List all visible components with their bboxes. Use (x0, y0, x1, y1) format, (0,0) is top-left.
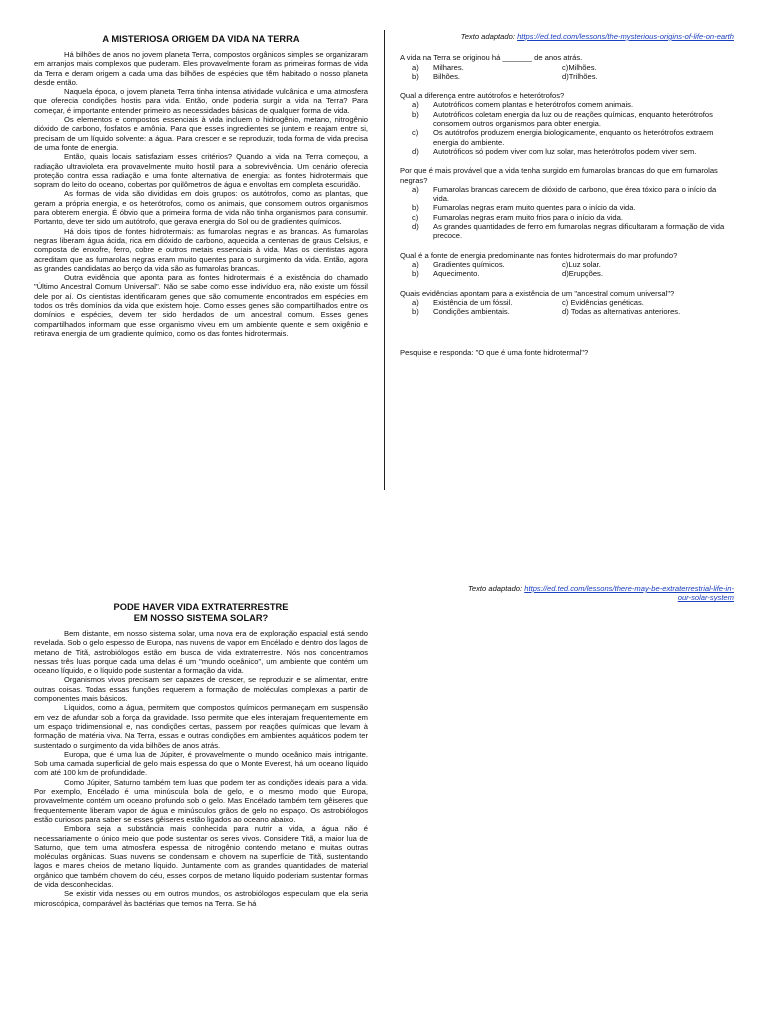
paragraph: Naquela época, o jovem planeta Terra tinha intensa atividade vulcânica e uma atmosfera que oferecia condições hostis para vida. Então, onde poderia surgir a vida na Terra? Para começar, é importante entender primeiro as necessidades básicas de qualquer forma de vida. (34, 87, 368, 115)
question-3 (400, 166, 734, 240)
source-label: Texto adaptado: (460, 32, 515, 41)
answer-option[interactable]: a) Autotróficos comem plantas e heterótrofos comem animais. (412, 100, 634, 110)
article-column-1 (34, 34, 368, 338)
answer-options (412, 185, 734, 241)
question-text: Qual a diferença entre autótrofos e heterótrofos? (400, 91, 565, 101)
answer-option[interactable]: d) Autotróficos só podem viver com luz solar, mas heterótrofos podem viver sem. (412, 146, 697, 156)
question-4 (400, 251, 734, 279)
source-citation-2 (400, 584, 734, 603)
research-prompt: Pesquise e responda: "O que é uma fonte hidrotermal"? (400, 348, 589, 358)
question-text: Por que é mais provável que a vida tenha surgido em fumarolas brancas do que em fumarolas negras? (400, 166, 718, 185)
answer-option[interactable]: a) Milhares. (412, 62, 464, 72)
paragraph: Há dois tipos de fontes hidrotermais: as fumarolas negras e as brancas. As fumarolas negras liberam água ácida, rica em dióxido de carbono, aquecida a centenas de graus Celsius, e composta de enxofre, ferro, cobre e outros metais essenciais à vida. Mas os cientistas agora acreditam que as fumarolas negras eram muito quentes para o surgimento da vida. Então, agora as grandes candidatas ao berço da vida são as fumarolas brancas. (34, 226, 368, 273)
answer-options (412, 298, 734, 317)
column-divider (384, 30, 385, 490)
paragraph: Europa, que é uma lua de Júpiter, é provavelmente o mundo oceânico mais intrigante. Sob uma camada superficial de gelo mais espessa do que o Monte Everest, há um oceano líquido com até 100 km de profundidade. (34, 749, 368, 778)
source-citation-1 (400, 32, 734, 41)
paragraph: Os elementos e compostos essenciais à vida incluem o hidrogênio, metano, nitrogênio dióxido de carbono, fosfatos e amônia. Para que esses ingredientes se juntem e reajam entre si, precisam de um líquido solvente: a água. Para crescer e se reproduzir, toda forma de vida precisa de uma fonte de energia. (34, 115, 368, 152)
paragraph: Se existir vida nesses ou em outros mundos, os astrobiólogos especulam que ela seria microscópica, comparável às bactérias que temos na Terra. Se há (34, 889, 368, 908)
answer-option[interactable]: c) Fumarolas negras eram muito frios para o início da vida. (412, 212, 623, 222)
answer-option[interactable]: b) Bilhões. (412, 71, 461, 81)
question-1 (400, 53, 734, 81)
paragraph: Outra evidência que aponta para as fontes hidrotermais é a existência do chamado "Último Ancestral Comum Universal". Não se sabe como esse indivíduo era, não existe um fóssil dele por aí. Os cientistas identificaram genes que são comumente encontrados em espécies em todos os três domínios da vida que existem hoje. Como esses genes são compartilhados entre os domínios e espécies, devem ter sido herdados de um ancestral comum. Esses genes compartilhados informam que esse organismo viveu em um ambiente quente e sem oxigênio e retirava energia de um gradiente químico, como os das fontes hidrotermais. (34, 273, 368, 338)
answer-option[interactable]: d) Trilhões. (562, 71, 598, 81)
paragraph: Organismos vivos precisam ser capazes de crescer, se reproduzir e se alimentar, entre outras coisas. Todas essas funções requerem a formação de moléculas complexas a partir de componentes mais básicos. (34, 675, 368, 704)
source-link[interactable]: https://ed.ted.com/lessons/there-may-be-extraterrestrial-life-in- (524, 584, 734, 593)
paragraph: As formas de vida são divididas em dois grupos: os autótrofos, como as plantas, que geram a própria energia, e os heterótrofos, como os animais, que consomem outros organismos para obterem energia. É óbvio que a primeira forma de vida não tinha organismos para consumir. Portanto, deve ter sido um autótrofo, que gerava energia do Sol ou de gradientes químicos. (34, 189, 368, 227)
answer-option[interactable]: b) Fumarolas negras eram muito quentes para o início da vida. (412, 203, 636, 213)
question-text: Qual é a fonte de energia predominante nas fontes hidrotermais do mar profundo? (400, 250, 678, 260)
answer-options (412, 260, 734, 279)
answer-option[interactable]: b) Condições ambientais. (412, 307, 510, 317)
question-text: Quais evidências apontam para a existência de um "ancestral comum universal"? (400, 288, 675, 298)
source-link[interactable]: https://ed.ted.com/lessons/the-mysterious-origins-of-life-on-earth (517, 32, 734, 41)
paragraph: Há bilhões de anos no jovem planeta Terra, compostos orgânicos simples se organizaram em arranjos mais complexos que puderam. Eles provavelmente foram as primeiras formas de vida da Terra e deram origem a cada uma das bilhões de espécies que têm habitado o nosso planeta desde então. (34, 50, 368, 87)
answer-options (412, 63, 734, 82)
answer-option[interactable]: b) Aquecimento. (412, 269, 480, 279)
answer-option[interactable]: a) Gradientes químicos. (412, 259, 505, 269)
article-title-2 (34, 602, 368, 624)
paragraph: Então, quais locais satisfaziam esses critérios? Quando a vida na Terra começou, a radiação ultravioleta era provavelmente muito hostil para a sobrevivência. Um cenário oferecia proteção contra essa radiação e uma fonte alternativa de energia: as fontes hidrotermais que sopram do leito do oceano, cobertas por quilômetros de água e envoltas em completa escuridão. (34, 152, 368, 190)
answer-option[interactable]: c) Milhões. (562, 62, 597, 72)
question-2 (400, 91, 734, 156)
answer-option[interactable]: a) Fumarolas brancas carecem de dióxido de carbono, que érea tóxico para o início da vida. (412, 184, 717, 204)
answer-option[interactable]: a) Existência de um fóssil. (412, 297, 513, 307)
answer-option[interactable]: d) As grandes quantidades de ferro em fumarolas negras dificultaram a formação de vida precoce. (412, 222, 725, 241)
question-text: A vida na Terra se originou há _______ de anos atrás. (400, 53, 583, 63)
worksheet-page-1 (0, 0, 768, 510)
answer-option[interactable]: c) Evidências genéticas. (562, 297, 644, 307)
page-gap (0, 510, 768, 570)
answer-option[interactable]: b) Autotróficos coletam energia da luz ou de reações químicas, enquanto heterótrofos consomem outros organismos para obter energia. (412, 109, 713, 129)
answer-option[interactable]: c) Os autótrofos produzem energia biologicamente, enquanto os heterótrofos extraem energia do ambiente. (412, 128, 714, 147)
source-label: Texto adaptado: (467, 584, 523, 593)
paragraph: Bem distante, em nosso sistema solar, uma nova era de exploração espacial está sendo revelada. Sob o gelo espesso de Europa, nas nuvens de vapor em Encélado e dentro dos lagos de metano de Titã, astrobiólogos estão em busca de vida extraterrestre. Nós nos concentramos nessas três luas porque cada uma delas é um "mundo oceânico", um ambiente que contém um oceano líquido, e o líquido pode sustentar a formação da vida. (34, 629, 368, 676)
paragraph: Embora seja a substância mais conhecida para nutrir a vida, a água não é necessariamente o único meio que pode sustentar os seres vivos. Considere Titã, a maior lua de Saturno, que tem uma atmosfera espessa de nitrogênio contendo metano e muitas outras moléculas orgânicas. Suas nuvens se condensam e chovem na superfície de Titã, sustentando lagos e mares cheios de metano líquido. Juntamente com as grandes quantidades de material orgânico que também chovem do céu, esses corpos de metano líquido poderiam sustentar formas de vida desconhecidas. (34, 824, 368, 890)
paragraph: Líquidos, como a água, permitem que compostos químicos permaneçam em suspensão em vez de afundar sob a força da gravidade. Isso permite que eles interajam frequentemente em um espaço tridimensional e, nas condições certas, passem por reações químicas que levam à formação de matéria viva. Na Terra, essas e outras condições em ambientes aquáticos podem ter sustentado o surgimento da vida bilhões de anos atrás. (34, 703, 368, 750)
questions-column-1 (400, 32, 734, 358)
source-link-continuation[interactable]: our-solar-system (677, 593, 734, 603)
article-title-line: PODE HAVER VIDA EXTRATERRESTRE (113, 602, 289, 612)
article-column-2 (34, 602, 368, 908)
article-title-line: EM NOSSO SISTEMA SOLAR? (133, 613, 269, 623)
article-title-1: A MISTERIOSA ORIGEM DA VIDA NA TERRA (102, 34, 300, 44)
answer-option[interactable]: d) Todas as alternativas anteriores. (562, 307, 681, 317)
paragraph: Como Júpiter, Saturno também tem luas que podem ter as condições ideais para a vida. Por exemplo, Encélado é uma minúscula bola de gelo, e o mesmo modo que Europa, provavelmente contém um oceano profundo sob o gelo. Mas Encélado também tem gêiseres que frequentemente liberam vapor de água e minúsculos grãos de gelo no espaço. Os astrobiólogos estão curiosos para saber se esses gêiseres estão ligados ao oceano abaixo. (34, 777, 368, 824)
question-5 (400, 289, 734, 317)
worksheet-page-2 (0, 570, 768, 1024)
answer-option[interactable]: d) Erupções. (562, 269, 603, 279)
answer-option[interactable]: c) Luz solar. (562, 259, 601, 269)
answer-options (412, 100, 734, 156)
source-column-2 (400, 584, 734, 603)
